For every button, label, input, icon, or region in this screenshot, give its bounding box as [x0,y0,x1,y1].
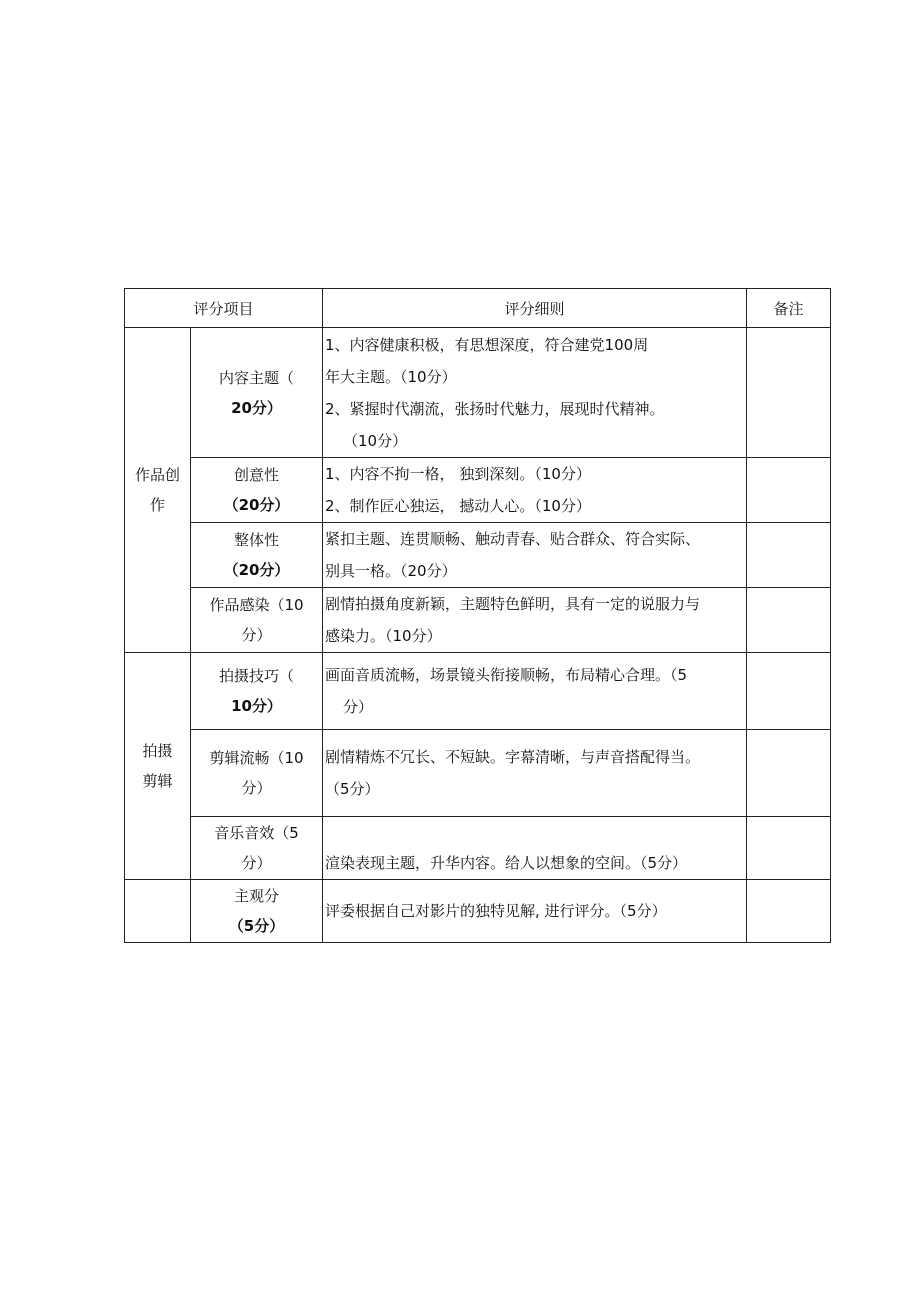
rule-cell: 剧情拍摄角度新颖，主题特色鲜明，具有一定的说服力与 感染力。（10分） [323,588,747,653]
note-cell [747,458,831,523]
scoring-table [124,288,831,943]
rule-cell: 评委根据自己对影片的独特见解, 进行评分。（5分） [323,880,747,943]
item-cell: 内容主题（ 20分） [191,328,323,458]
item-cell: 主观分 （5分） [191,880,323,943]
item-cell: 音乐音效（5 分） [191,817,323,880]
table-row [125,730,831,817]
rule-cell: 1、内容不拘一格， 独到深刻。（10分） 2、制作匠心独运， 撼动人心。（10分） [323,458,747,523]
table-row [125,653,831,730]
note-cell [747,880,831,943]
note-cell [747,730,831,817]
table-row [125,588,831,653]
category-cell: 作品创 作 [125,328,191,653]
header-item: 评分项目 [125,289,323,328]
note-cell [747,328,831,458]
header-note: 备注 [747,289,831,328]
note-cell [747,817,831,880]
rule-cell: 剧情精炼不冗长、不短缺。字幕清晰，与声音搭配得当。 （5分） [323,730,747,817]
rule-cell: 紧扣主题、连贯顺畅、触动青春、贴合群众、符合实际、 别具一格。（20分） [323,523,747,588]
rule-cell: 1、内容健康积极，有思想深度，符合建党100周 年大主题。（10分） 2、紧握时代潮流，张扬时代魅力，展现时代精神。 （10分） [323,328,747,458]
table-row [125,523,831,588]
table-row [125,880,831,943]
note-cell [747,523,831,588]
header-row [125,289,831,328]
header-rule: 评分细则 [323,289,747,328]
table-row [125,458,831,523]
category-cell [125,880,191,943]
rule-cell: 画面音质流畅，场景镜头衔接顺畅，布局精心合理。（5 分） [323,653,747,730]
note-cell [747,653,831,730]
table-row [125,328,831,458]
item-cell: 作品感染（10 分） [191,588,323,653]
table-row [125,817,831,880]
item-cell: 整体性 （20分） [191,523,323,588]
category-cell: 拍摄 剪辑 [125,653,191,880]
note-cell [747,588,831,653]
item-cell: 创意性 （20分） [191,458,323,523]
rule-cell: 渲染表现主题，升华内容。给人以想象的空间。（5分） [323,817,747,880]
item-cell: 剪辑流畅（10 分） [191,730,323,817]
item-cell: 拍摄技巧（ 10分） [191,653,323,730]
